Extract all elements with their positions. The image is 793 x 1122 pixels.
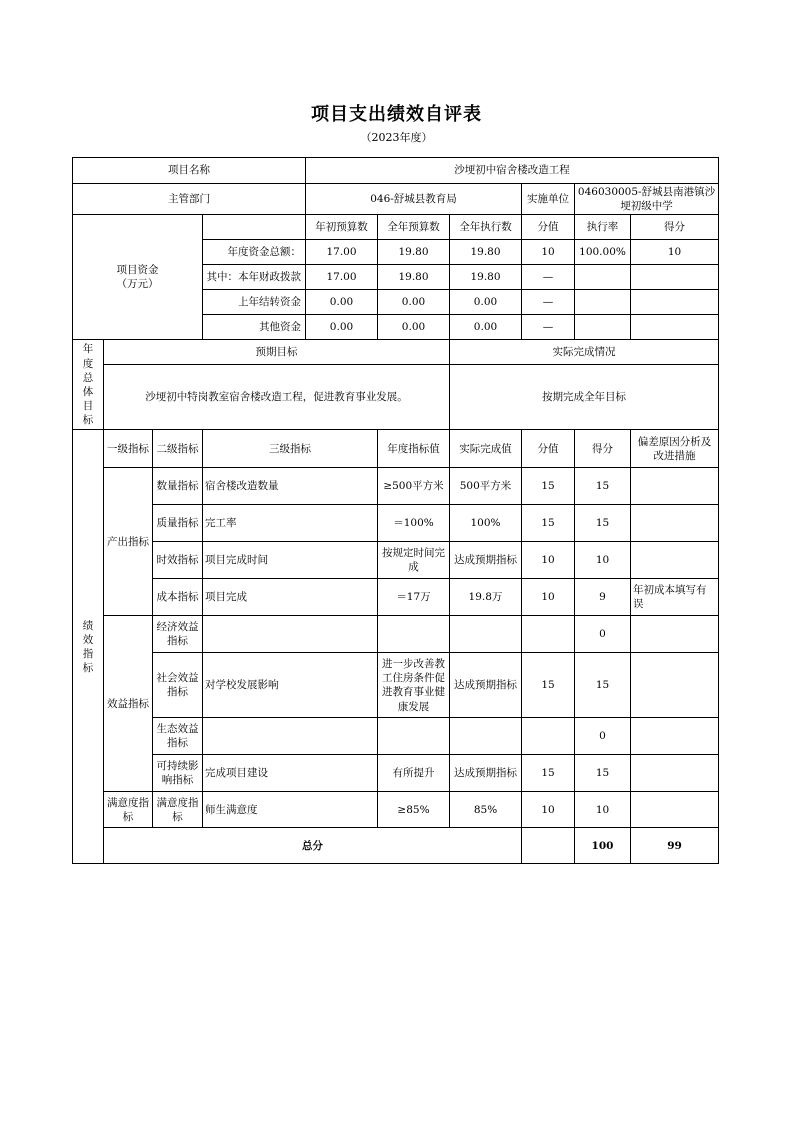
performance-header-row [73, 430, 719, 468]
funds-weight: — [522, 315, 575, 340]
level3-indicator [203, 616, 378, 653]
overall-goal-label: 年度总体目标 [73, 340, 104, 430]
target-value: ＝17万 [378, 579, 450, 616]
department-row [73, 184, 719, 215]
benefit-row [73, 653, 719, 718]
funds-header: 分值 [522, 215, 575, 240]
funds-rate [575, 290, 631, 315]
weight-value [522, 616, 575, 653]
perf-header: 偏差原因分析及改进措施 [631, 430, 719, 468]
actual-value: 达成预期指标 [450, 542, 522, 579]
deviation-reason [631, 718, 719, 755]
funds-annual: 0.00 [378, 290, 450, 315]
level2-indicator: 质量指标 [153, 505, 203, 542]
funds-initial: 0.00 [306, 290, 378, 315]
weight-value: 10 [522, 792, 575, 828]
funds-executed: 19.80 [450, 265, 522, 290]
funds-score [631, 315, 719, 340]
funds-header: 得分 [631, 215, 719, 240]
perf-header: 二级指标 [153, 430, 203, 468]
perf-header: 三级指标 [203, 430, 378, 468]
level3-indicator: 宿舍楼改造数量 [203, 468, 378, 505]
funds-rate [575, 265, 631, 290]
impl-unit-value: 046030005-舒城县南港镇沙埂初级中学 [575, 184, 719, 215]
funds-initial: 17.00 [306, 265, 378, 290]
perf-header: 年度指标值 [378, 430, 450, 468]
funds-score [631, 265, 719, 290]
level2-indicator: 满意度指标 [153, 792, 203, 828]
benefit-row [73, 616, 719, 653]
output-row [73, 505, 719, 542]
funds-executed: 19.80 [450, 240, 522, 265]
funds-weight: — [522, 290, 575, 315]
form-title: 项目支出绩效自评表 [311, 104, 482, 125]
impl-unit-label: 实施单位 [522, 184, 575, 215]
funds-label-line2: （万元） [116, 278, 159, 291]
performance-label: 绩效指标 [73, 430, 104, 864]
score-value: 0 [575, 616, 631, 653]
level2-indicator: 时效指标 [153, 542, 203, 579]
dept-value: 046-舒城县教育局 [306, 184, 522, 215]
funds-initial: 17.00 [306, 240, 378, 265]
target-value [378, 718, 450, 755]
satisfaction-indicator-label: 满意度指标 [104, 792, 153, 828]
level3-indicator: 完成项目建设 [203, 755, 378, 792]
funds-annual: 0.00 [378, 315, 450, 340]
score-value: 0 [575, 718, 631, 755]
funds-label-line1: 项目资金 [116, 264, 159, 277]
actual-goal-text: 按期完成全年目标 [450, 365, 719, 430]
target-value: ≥500平方米 [378, 468, 450, 505]
benefit-row [73, 755, 719, 792]
funds-header: 年初预算数 [306, 215, 378, 240]
level3-indicator: 师生满意度 [203, 792, 378, 828]
target-value: 按规定时间完成 [378, 542, 450, 579]
actual-value [450, 616, 522, 653]
benefit-indicator-label: 效益指标 [104, 616, 153, 792]
expected-goal-text: 沙埂初中特岗教室宿舍楼改造工程，促进教育事业发展。 [104, 365, 450, 430]
project-name-row [73, 158, 719, 184]
perf-header: 分值 [522, 430, 575, 468]
perf-header: 得分 [575, 430, 631, 468]
score-value: 9 [575, 579, 631, 616]
target-value: ＝100% [378, 505, 450, 542]
target-value: ≥85% [378, 792, 450, 828]
weight-value [522, 718, 575, 755]
weight-value: 10 [522, 579, 575, 616]
actual-value: 达成预期指标 [450, 755, 522, 792]
goal-header-row [73, 340, 719, 365]
level2-indicator: 成本指标 [153, 579, 203, 616]
score-value: 15 [575, 505, 631, 542]
weight-value: 10 [522, 542, 575, 579]
total-score: 99 [631, 828, 719, 864]
total-blank [522, 828, 575, 864]
score-value: 10 [575, 792, 631, 828]
actual-value: 19.8万 [450, 579, 522, 616]
funds-header: 执行率 [575, 215, 631, 240]
level3-indicator: 完工率 [203, 505, 378, 542]
funds-row-label: 年度资金总额： [203, 240, 306, 265]
funds-score [631, 290, 719, 315]
level2-indicator: 生态效益指标 [153, 718, 203, 755]
output-row [73, 579, 719, 616]
funds-score: 10 [631, 240, 719, 265]
total-row [73, 828, 719, 864]
actual-value: 85% [450, 792, 522, 828]
output-row [73, 468, 719, 505]
actual-value: 100% [450, 505, 522, 542]
benefit-row [73, 718, 719, 755]
level2-indicator: 数量指标 [153, 468, 203, 505]
funds-label [73, 215, 203, 340]
actual-value: 达成预期指标 [450, 653, 522, 718]
funds-rate: 100.00% [575, 240, 631, 265]
goal-content-row [73, 365, 719, 430]
score-value: 15 [575, 755, 631, 792]
score-value: 15 [575, 653, 631, 718]
perf-header: 实际完成值 [450, 430, 522, 468]
satisfaction-row [73, 792, 719, 828]
level3-indicator: 对学校发展影响 [203, 653, 378, 718]
funds-annual: 19.80 [378, 265, 450, 290]
funds-header: 全年预算数 [378, 215, 450, 240]
project-name-label: 项目名称 [73, 158, 306, 184]
funds-initial: 0.00 [306, 315, 378, 340]
deviation-reason [631, 792, 719, 828]
deviation-reason [631, 616, 719, 653]
funds-header-blank [203, 215, 306, 240]
target-value: 进一步改善教工住房条件促进教育事业健康发展 [378, 653, 450, 718]
funds-executed: 0.00 [450, 315, 522, 340]
level3-indicator [203, 718, 378, 755]
funds-header: 全年执行数 [450, 215, 522, 240]
actual-value: 500平方米 [450, 468, 522, 505]
target-value [378, 616, 450, 653]
level3-indicator: 项目完成时间 [203, 542, 378, 579]
level2-indicator: 可持续影响指标 [153, 755, 203, 792]
funds-annual: 19.80 [378, 240, 450, 265]
funds-weight: — [522, 265, 575, 290]
weight-value: 15 [522, 505, 575, 542]
total-label: 总分 [104, 828, 522, 864]
output-indicator-label: 产出指标 [104, 468, 153, 616]
dept-label: 主管部门 [73, 184, 306, 215]
deviation-reason [631, 653, 719, 718]
deviation-reason [631, 468, 719, 505]
level2-indicator: 经济效益指标 [153, 616, 203, 653]
funds-row-label: 上年结转资金 [203, 290, 306, 315]
deviation-reason [631, 542, 719, 579]
deviation-reason [631, 755, 719, 792]
weight-value: 15 [522, 468, 575, 505]
score-value: 10 [575, 542, 631, 579]
deviation-reason: 年初成本填写有误 [631, 579, 719, 616]
perf-header: 一级指标 [104, 430, 153, 468]
weight-value: 15 [522, 755, 575, 792]
expected-goal-header: 预期目标 [104, 340, 450, 365]
funds-header-row [73, 215, 719, 240]
project-name-value: 沙埂初中宿舍楼改造工程 [306, 158, 719, 184]
deviation-reason [631, 505, 719, 542]
output-row [73, 542, 719, 579]
target-value: 有所提升 [378, 755, 450, 792]
performance-evaluation-table [72, 157, 719, 864]
total-weight: 100 [575, 828, 631, 864]
level2-indicator: 社会效益指标 [153, 653, 203, 718]
actual-value [450, 718, 522, 755]
actual-goal-header: 实际完成情况 [450, 340, 719, 365]
weight-value: 15 [522, 653, 575, 718]
score-value: 15 [575, 468, 631, 505]
funds-executed: 0.00 [450, 290, 522, 315]
funds-rate [575, 315, 631, 340]
funds-weight: 10 [522, 240, 575, 265]
funds-row-label: 其中：本年财政拨款 [203, 265, 306, 290]
level3-indicator: 项目完成 [203, 579, 378, 616]
funds-row-label: 其他资金 [203, 315, 306, 340]
form-year: （2023年度） [360, 131, 433, 144]
